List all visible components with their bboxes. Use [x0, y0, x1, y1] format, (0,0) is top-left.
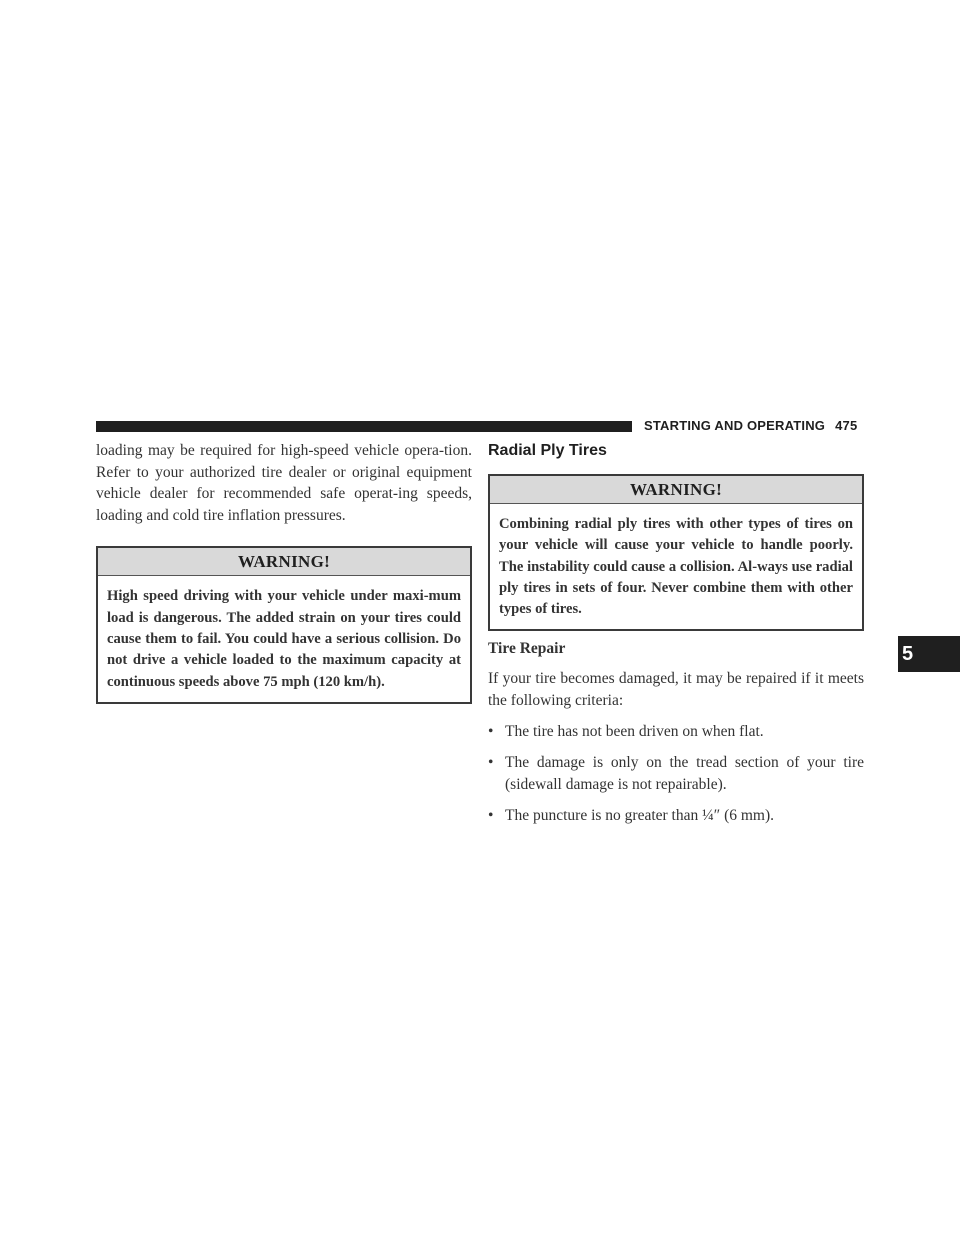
- section-name: STARTING AND OPERATING: [644, 418, 826, 433]
- list-item-text: The puncture is no greater than ¼″ (6 mm).: [505, 807, 775, 825]
- repair-criteria-intro: If your tire becomes damaged, it may be repaired if it meets the following criteria:: [488, 670, 864, 710]
- page-number: 475: [835, 418, 858, 433]
- warning-box-high-speed: [96, 546, 472, 703]
- list-item-text: The damage is only on the tread section of your tire (sidewall damage is not repairable).: [505, 754, 864, 793]
- left-column: [96, 440, 472, 704]
- section-title: Radial Ply Tires: [488, 442, 607, 459]
- list-item: [488, 805, 864, 827]
- warning-title: WARNING!: [490, 476, 862, 504]
- repair-criteria-list: [488, 721, 864, 827]
- running-header: [644, 418, 857, 433]
- chapter-tab: [898, 636, 960, 672]
- list-item: [488, 721, 864, 743]
- warning-text: Combining radial ply tires with other types of tires on your vehicle will cause your vehicle to handle poorly. The instability could cause a collision. Al-ways use radial ply tires in sets of four. Never combine them with other types of tires.: [499, 516, 853, 618]
- bullet-icon: •: [488, 807, 494, 825]
- header-rule: [96, 421, 632, 432]
- list-item: [488, 752, 864, 795]
- chapter-number: 5: [902, 642, 914, 665]
- warning-box-radial-ply: [488, 474, 864, 631]
- bullet-icon: •: [488, 754, 494, 772]
- warning-title: WARNING!: [98, 548, 470, 576]
- list-item-text: The tire has not been driven on when flat.: [505, 722, 764, 740]
- intro-paragraph: loading may be required for high-speed vehicle opera-tion. Refer to your authorized tire dealer or original equipment vehicle dealer for recommended safe operat-ing speeds, loading and cold tire inflation pressures.: [96, 442, 472, 524]
- bullet-icon: •: [488, 722, 494, 740]
- subheading-tire-repair: Tire Repair: [488, 640, 566, 658]
- warning-text: High speed driving with your vehicle under maxi-mum load is dangerous. The added strain on your tires could cause them to fail. You could have a serious collision. Do not drive a vehicle loaded to the maximum capacity at continuous speeds above 75 mph (120 km/h).: [107, 588, 461, 690]
- right-column: [488, 440, 864, 827]
